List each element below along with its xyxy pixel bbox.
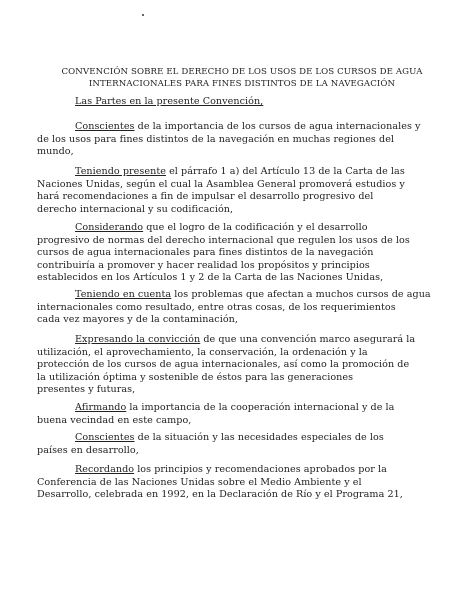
paragraph-line: de los usos para fines distintos de la navegación en muchas regiones del [37,133,395,145]
paragraph-line: de la situación y las necesidades especiales de los [134,432,384,443]
document-title [60,66,424,90]
paragraph-line: cada vez mayores y de la contaminación, [37,314,238,326]
paragraph-line: Conferencia de las Naciones Unidas sobre el Medio Ambiente y el [37,476,362,488]
paragraph-line: Desarrollo, celebrada en 1992, en la Declaración de Río y el Programa 21, [37,489,403,501]
paragraph-conscientes-1 [37,121,421,159]
paragraph-line: la utilización óptima y sostenible de éstos para las generaciones [37,371,354,383]
paragraph-line: los problemas que afectan a muchos cursos de agua [171,289,431,300]
paragraph-afirmando [37,402,394,427]
paragraph-line: de la importancia de los cursos de agua internacionales y [134,121,421,132]
paragraph-keyword: Conscientes [75,432,135,443]
paragraph-teniendo-en-cuenta [37,289,431,327]
title-line-2: INTERNACIONALES PARA FINES DISTINTOS DE LA NAVEGACIÓN [88,79,396,89]
paragraph-line: utilización, el aprovechamiento, la conservación, la ordenación y la [37,346,368,358]
paragraph-line: el párrafo 1 a) del Artículo 13 de la Carta de las [165,166,405,177]
paragraph-line: de que una convención marco asegurará la [200,334,416,345]
paragraph-keyword: Teniendo en cuenta [75,289,172,300]
paragraph-keyword: Teniendo presente [75,166,166,177]
paragraph-line: presentes y futuras, [37,384,136,396]
paragraph-line: internacionales como resultado, entre otras cosas, de los requerimientos [37,301,396,313]
paragraph-recordando [37,464,403,502]
paragraph-line: hará recomendaciones a fin de impulsar el desarrollo progresivo del [37,191,374,203]
paragraph-line: protección de los cursos de agua internacionales, así como la promoción de [37,359,410,371]
paragraph-line: contribuiría a promover y hacer realidad los propósitos y principios [37,259,370,271]
paragraph-keyword: Recordando [75,464,135,475]
paragraph-line: derecho internacional y su codificación, [37,203,234,215]
paragraph-line: cursos de agua internacionales para fines distintos de la navegación [37,247,374,259]
paragraph-line: Naciones Unidas, según el cual la Asamblea General promoverá estudios y [37,178,405,190]
paragraph-line: buena vecindad en este campo, [37,414,192,426]
title-line-1: CONVENCIÓN SOBRE EL DERECHO DE LOS USOS DE LOS CURSOS DE AGUA [61,67,423,77]
paragraph-keyword: Conscientes [75,121,135,132]
paragraph-teniendo-presente [37,166,405,216]
paragraph-line: la importancia de la cooperación internacional y de la [126,402,395,413]
paragraph-conscientes-2 [37,432,384,457]
preamble-heading-text: Las Partes en la presente Convención, [75,96,264,107]
paragraph-line: mundo, [37,146,74,158]
paragraph-line: los principios y recomendaciones aprobados por la [134,464,387,475]
paragraph-expresando [37,334,415,397]
preamble-heading [75,96,263,109]
paragraph-considerando [37,222,410,285]
paragraph-line: progresivo de normas del derecho internacional que regulen los usos de los [37,234,410,246]
page-mark [142,14,144,16]
paragraph-line: establecidos en los Artículos 1 y 2 de la Carta de las Naciones Unidas, [37,272,384,284]
paragraph-line: países en desarrollo, [37,444,139,456]
paragraph-keyword: Considerando [75,222,144,233]
paragraph-keyword: Expresando la convicción [75,334,201,345]
paragraph-line: que el logro de la codificación y el desarrollo [143,222,368,233]
paragraph-keyword: Afirmando [75,402,127,413]
